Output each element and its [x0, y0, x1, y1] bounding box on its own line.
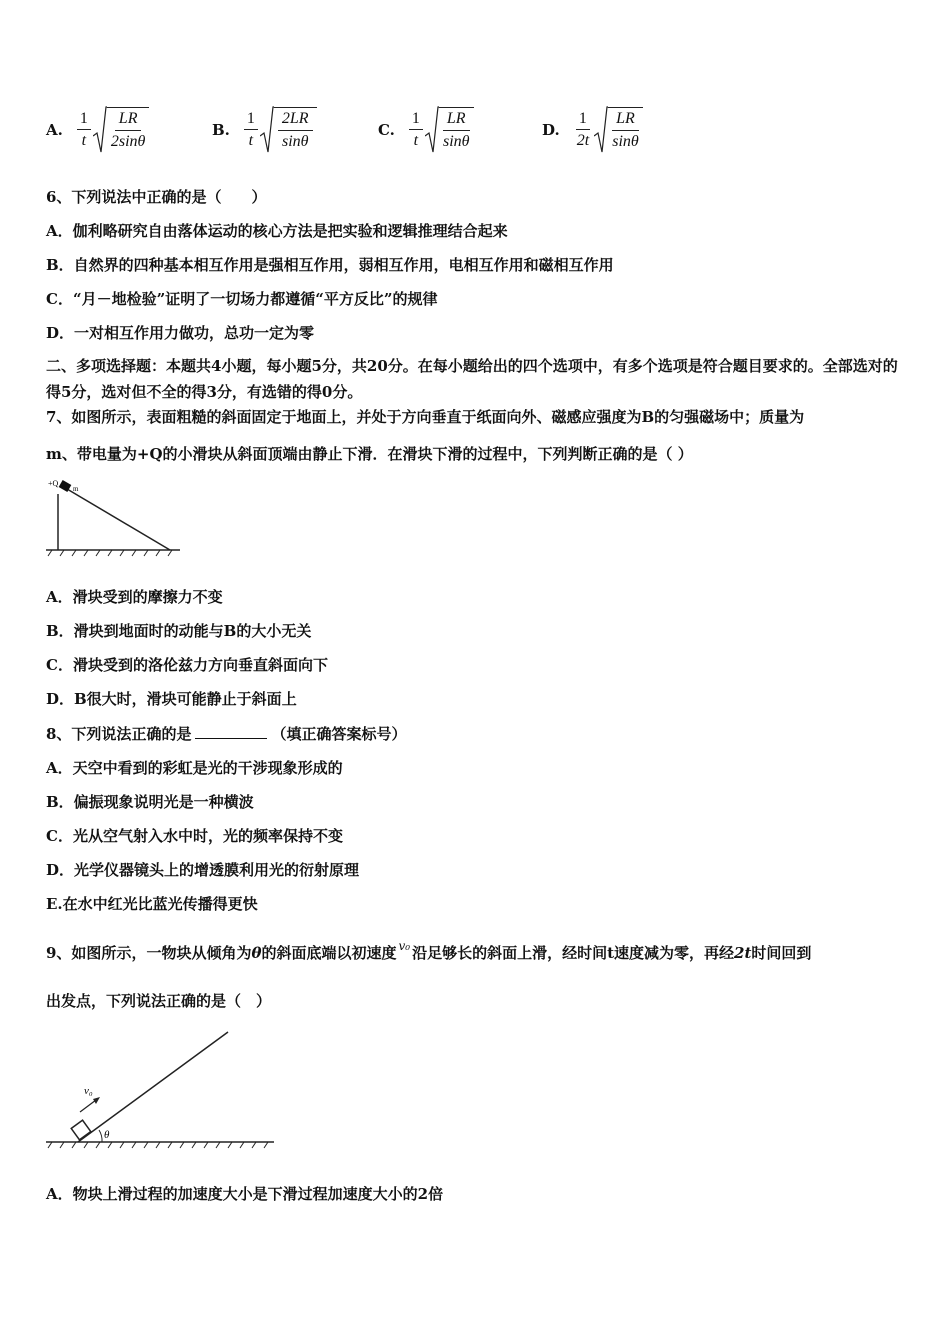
q5-option-d: D. $\frac{1}{2t}$ LR sinθ: [542, 100, 643, 160]
block: [71, 1120, 91, 1140]
q8-option-d: D．光学仪器镜头上的增透膜利用光的衍射原理: [46, 861, 360, 879]
fraction: $\frac{1}{t}$: [77, 109, 91, 152]
q5-option-a: A. $\frac{1}{t}$ LR 2sinθ: [46, 100, 149, 160]
charge-label: +Q: [48, 479, 59, 488]
q8-option-b: B．偏振现象说明光是一种横波: [46, 793, 254, 811]
section-2-instructions: 二、多项选择题：本题共4小题，每小题5分，共20分。在每小题给出的四个选项中，有多个选项是符合题目要求的。全部选对的得5分，选对但不全的得3分，有选错的得0分。: [46, 357, 898, 401]
square-root: LR sinθ: [594, 104, 643, 156]
answer-blank: [195, 738, 267, 739]
q6-option-d: D．一对相互作用力做功，总功一定为零: [46, 324, 315, 342]
q5-option-b: B. $\frac{1}{t}$ 2LR sinθ: [212, 100, 317, 160]
q7-stem-line-2: m、带电量为+Q的小滑块从斜面顶端由静止下滑．在滑块下滑的过程中，下列判断正确的是（ ）: [46, 445, 693, 463]
q7-option-c: C．滑块受到的洛伦兹力方向垂直斜面向下: [46, 656, 328, 674]
fraction: $\frac{1}{t}$: [409, 109, 423, 152]
q7-option-a: A．滑块受到的摩擦力不变: [46, 588, 223, 606]
q7-incline-figure: [44, 476, 184, 560]
q8-stem: 8、下列说法正确的是 （填正确答案标号）: [46, 725, 407, 743]
mass-label: m: [73, 485, 79, 493]
theta-label: θ: [104, 1129, 110, 1141]
q5-option-c: C. $\frac{1}{t}$ LR sinθ: [378, 100, 474, 160]
q8-option-a: A．天空中看到的彩虹是光的干涉现象形成的: [46, 759, 343, 777]
q6-option-c: C．“月－地检验”证明了一切场力都遵循“平方反比”的规律: [46, 290, 438, 308]
v0-label: v₀: [84, 1085, 93, 1097]
q6-option-b: B．自然界的四种基本相互作用是强相互作用，弱相互作用，电相互作用和磁相互作用: [46, 256, 614, 274]
fraction: $\frac{1}{2t}$: [576, 109, 590, 149]
fraction: $\frac{1}{t}$: [244, 109, 258, 152]
q9-stem-line-2: 出发点，下列说法正确的是（ ）: [46, 992, 272, 1010]
q8-option-e: E.在水中红光比蓝光传播得更快: [46, 895, 258, 913]
square-root: 2LR sinθ: [260, 104, 317, 156]
q9-option-a: A．物块上滑过程的加速度大小是下滑过程加速度大小的2倍: [46, 1185, 444, 1203]
q9-incline-figure: [44, 1028, 280, 1152]
q9-stem-line-1: 9、如图所示，一物块从倾角为θ的斜面底端以初速度 $^{v_0}$ 沿足够长的斜面上滑，经时间t速度减为零，再经2t时间回到: [46, 939, 812, 962]
square-root: LR 2sinθ: [93, 104, 150, 156]
q7-option-d: D．B很大时，滑块可能静止于斜面上: [46, 690, 297, 708]
square-root: LR sinθ: [425, 104, 474, 156]
q7-stem-line-1: 7、如图所示，表面粗糙的斜面固定于地面上，并处于方向垂直于纸面向外、磁感应强度为B的匀强磁场中；质量为: [46, 408, 805, 426]
q7-option-b: B．滑块到地面时的动能与B的大小无关: [46, 622, 312, 640]
q6-option-a: A．伽利略研究自由落体运动的核心方法是把实验和逻辑推理结合起来: [46, 222, 508, 240]
q6-stem: 6、下列说法中正确的是（ ）: [46, 188, 267, 206]
q8-option-c: C．光从空气射入水中时，光的频率保持不变: [46, 827, 343, 845]
